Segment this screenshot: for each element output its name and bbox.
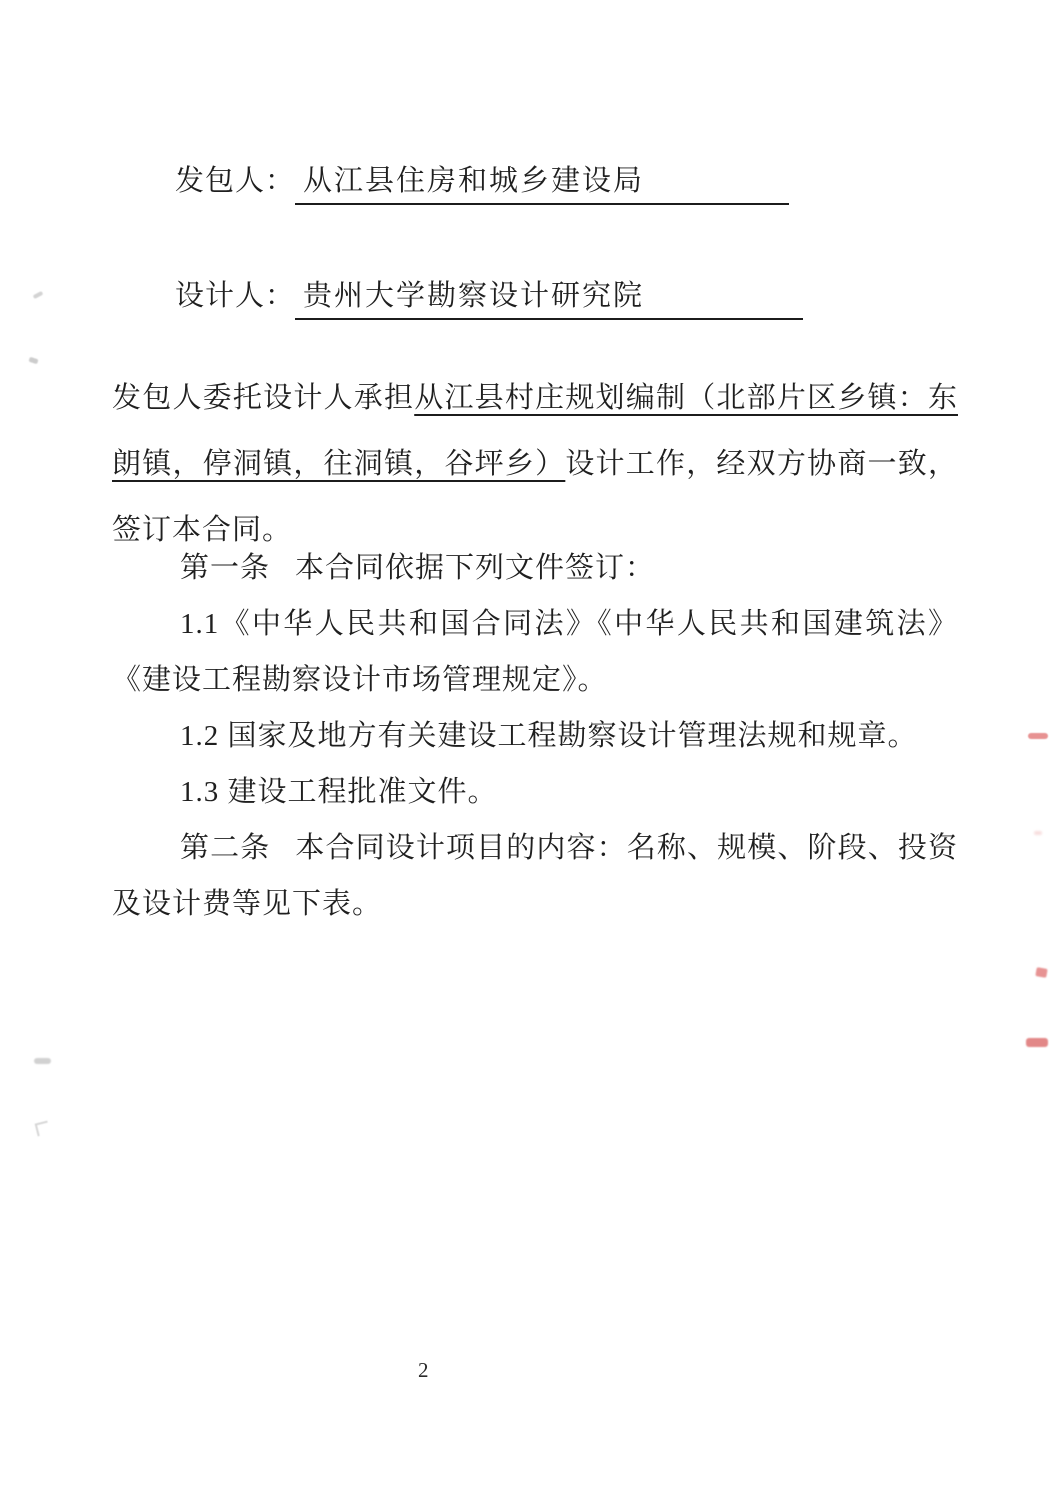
- clauses-block: [112, 540, 958, 932]
- clause-1-number: 第一条: [180, 552, 271, 584]
- clause-1-item-3: 1.3 建设工程批准文件。: [180, 776, 498, 808]
- red-ink-mark-4: [1026, 1038, 1048, 1047]
- party-b-value: 贵州大学勘察设计研究院: [295, 273, 803, 320]
- page-number: 2: [418, 1358, 429, 1382]
- clause-1-item-1: 1.1《中华人民共和国合同法》《中华人民共和国建筑法》《建设工程勘察设计市场管理规定》。: [112, 608, 958, 696]
- intro-prefix: 发包人委托设计人承担: [112, 382, 415, 414]
- party-a-label: 发包人：: [175, 165, 296, 197]
- party-b-line: [175, 273, 803, 320]
- red-ink-mark-2: [1034, 831, 1042, 835]
- party-a-line: [175, 158, 789, 205]
- red-ink-mark-1: [1028, 733, 1048, 739]
- scan-artifact-left-1: [33, 291, 44, 299]
- party-b-label: 设计人：: [175, 280, 296, 312]
- intro-paragraph: [112, 365, 958, 563]
- clause-1-item-2: 1.2 国家及地方有关建设工程勘察设计管理法规和规章。: [180, 720, 918, 752]
- clause-2-heading: [112, 820, 958, 932]
- clause-1-heading: [112, 540, 958, 596]
- clause-2-title: 本合同设计项目的内容：名称、规模、阶段、投资及设计费等见下表。: [112, 832, 958, 920]
- clause-2-number: 第二条: [180, 832, 271, 864]
- red-ink-mark-3: [1035, 967, 1047, 978]
- party-a-value: 从江县住房和城乡建设局: [295, 158, 789, 205]
- intro-underlined-project-scope: 从江县村庄规划编制（北部片区乡镇：东朗镇，停洞镇，往洞镇，谷坪乡）: [112, 382, 958, 480]
- scan-artifact-left-3: [34, 1058, 51, 1064]
- scan-artifact-left-2: [28, 357, 38, 365]
- scan-artifact-left-4: [35, 1121, 51, 1137]
- intro-suffix: 设计工作，经双方协商一致，签订本合同。: [112, 448, 958, 546]
- clause-1-title: 本合同依据下列文件签订：: [295, 552, 656, 584]
